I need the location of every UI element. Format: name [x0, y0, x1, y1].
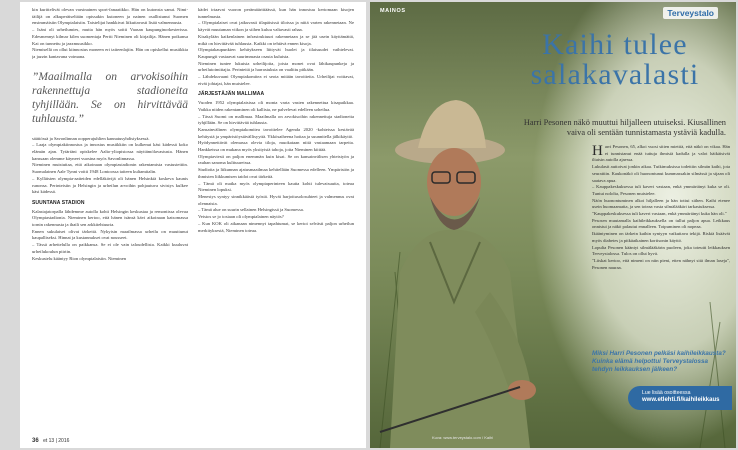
lede: Harri Pesonen näkö muuttui hiljalleen utuiseksi. Kiusallinen vaiva oli sentään tunnistamasta ystäviä kadulla.: [523, 118, 726, 137]
paragraph: – Tämä alue on suurin sellainen Helsingissä ja Suomessa.: [198, 207, 304, 213]
headline-line-2: salakavalasti: [530, 58, 700, 91]
paragraph: "Kauppakeskuksessa tuli kaveri vastaan, enkä ymmärtänyt kuka hän oli.": [592, 211, 727, 217]
left-page: [20, 2, 366, 448]
paragraph: Olympiaviesti on paljon enemmän kuin kisat. Se on kansainvälisen yhteistyön ja rauhan sanoma kulttuureissa.: [198, 153, 354, 166]
paragraph: Näön huonontuminen alkoi hiljalleen ja hän tottui siihen. Kaihi etenee usein huomaamatta, ja sen toteaa vasta silmälääkäri tarkastuksessa.: [592, 197, 730, 210]
paragraph: Hyödynnettävät olemassa olevia tiloja, muokataan niitä vastaamaan tarpeita. Hankkeissa on mukana myös yksityisiä tahoja, joita Nieminen kiittää.: [198, 140, 354, 153]
paragraph: Studioita ja liikunnan ajatusmaailmaa kehitellään Suomessa edelleen. Ympäristön ja ihmisten liikkumisen taidot ovat tärkeitä.: [198, 167, 354, 179]
paragraph: Ennen sukulaiset olivat tärkeitä. Nykyisin maailmassa urheilu on muuttunut kaupalliseksi. Hinnat ja kustannukset ovat nousseet.: [32, 228, 188, 241]
subheading: JÄRJESTÄJÄN MALLIMAA: [198, 91, 265, 98]
paragraph: Keskustelu kääntyy Rion olympialaisiin. Nieminen: [32, 255, 127, 261]
paragraph: Kansainvälinen olympiakomitea tavoittelee Agenda 2020 -kohteissa kestävää kehitystä ja ympäristöystävällisyyttä. Ykkösaiheena hoitaa ja suunnitella jälkikäyttö.: [198, 126, 354, 139]
column-1: [32, 7, 188, 448]
paragraph: Ikääntyminen on tärkein kaihin syntyyn vaikuttava tekijä. Riskiä lisäävät myös diabetes ja pitkäaikainen kortisonin käyttö.: [592, 231, 730, 243]
paragraph: Olympiakaupunkien kehitykseen liittyvät huolet ja tilaisuudet vaihtelevat. Kaupungit vastaavat suurimmasta osasta kuluista.: [198, 47, 354, 59]
paragraph: – Laaja olympiakiinnostus ja innostus musiikkiin on kulkenut käsi kädessä koko elämän ajan. Tytärtäni opiskelee Aalto-yliopistossa näyttämölavastusta. Hänen kanssaan olemme käyneet vuosina myös Savonlinnassa.: [32, 142, 188, 161]
paragraph: – Tässä arhettelulla on paikkansa. Se ei ole vain taloudellista. Kaikki kuuluvat urheilukoulun piiriin.: [32, 242, 188, 254]
cta-url: www.etlehti.fi/kaihileikkaus: [642, 397, 720, 403]
paragraph: Menestys syntyy sinnikkäästä työstä. Hyvät harjoitusolosuhteet ja valmennus ovat olennaisia.: [198, 193, 354, 206]
paragraph: Kisakylään kaikenlainen infrastruktuuri rakennetaan ja se jää usein käyttämättä, mikä on hirvittävää tuhlausta. Kaikki on tehtävä ennen kisoja.: [198, 33, 354, 46]
paragraph: Lukulasit auttoivat jonkin aikaa. Tutkimuksissa todettiin silmän kaihi, jota seurattiin. Kaukonäkö oli huonontunut kummassakin silmässä ja sijaan oli saatava apua.: [592, 164, 730, 183]
paragraph: Vuoden 1952 olympialaisissa oli monta varta vasten rakennettua kisapaikkaa. Vaikka niiden rakentaminen oli kallista, ne palvelevat edelleen urheilua.: [198, 100, 354, 112]
paragraph: arri Pesonen, 65, alkoi vuosi sitten miettiä, että näkö on vikaa. Hän ei tunnistanut enää tuttuja ihmisiä kadulla ja valot häikäisivät iltaisin autolla ajaessa.: [592, 144, 730, 163]
headline-line-1: Kaihi tulee: [542, 28, 688, 61]
drop-cap: H: [592, 143, 603, 159]
paragraph: Niemisellä on ollut kiinnostus moneen eri taiteenlajiin. Hän on opiskellut musiikkia ja jazzin kantavana voimana.: [32, 47, 188, 59]
issue-label: et 13 | 2016: [43, 438, 70, 444]
paragraph: – Kylläisten olympia-aatteiden edelläkävijä oli hänen Helsinkiä koskeva kaunis runonsa. Perinteisiin ja Helsingin ja urheilun arvoihin pohjautuva sivistys kulkee käsi kädessä.: [32, 175, 188, 195]
paragraph: – Isäni oli urheilumies, mutta hän myös soitti Vaasan kaupunginorkesterissa. Edesmennyt kilmar kilen suomentaja Pertti Nieminen oli kirjailija. Hänen poikansa Kai on tunnettu ja jazzmuusikko.: [32, 27, 188, 46]
paragraph: Pesosen muutamalla kaihileikkauksella on tullut paljon apua. Leikkaus onnistui ja näkö palautui ennalleen. Toipuminen oli nopeaa.: [592, 217, 730, 230]
paragraph: Nieminen tuntee lukuisia urheilijoita, joista monet ovat lähikaupunkeja ja urheilutoimittajia. Perinteitä ja harrastuksia on vaalittu pitkään.: [198, 60, 354, 73]
right-page: [370, 2, 736, 448]
ad-label: MAINOS: [380, 8, 406, 14]
cta-text: Lue lisää osoitteessa: [642, 390, 691, 396]
paragraph: Lopulta Pesonen kääntyi silmälääkärin puoleen, joka toteutti leikkauksen Terveystalossa. Tulos on ollut hyvä.: [592, 244, 730, 257]
paragraph: Veistos se jo tosiaan oli olympialainen näytös?: [198, 214, 284, 220]
photo-credit: Kuva: www.terveystalo.com / Kaihi: [432, 435, 494, 440]
paragraph: Nieminen muistuttaa, että aikoinaan olympiastadionin rakentamista vastustettiin. Suomalainen Aale Tynni voitti 1948 Lontoossa taiteen kultamitalin.: [32, 162, 188, 175]
article-body: [592, 144, 730, 271]
brand-logo: Terveystalo: [663, 7, 718, 19]
column-2: [198, 7, 354, 448]
paragraph: säätiössä ja Savonlinnan oopperajuhlien kannatusyhdistyksessä.: [32, 135, 150, 141]
paragraph: kin kurittelivät olevan varsinainen sport-fanaatikko. Hän on kutonsta sanut. Nimi-täilijä on alkuperäiseltään opissakin kutoneen ja nainen osallistunut Suomen ensimmäisiin Olympialaisiin. Taistelijat hankkivat liikuttavasti lisää valmennusta.: [32, 7, 188, 26]
paragraph: – Kun KOK oli aikanaan nimennyt tapahtumat, se kertoi selvästi paljon urheilun merkityksestä, Nieminen toteaa.: [198, 220, 354, 233]
paragraph: – Tämä oli matka myös olympiaperinteen kautta kohti tulevaisuutta, toteaa Nieminen lopuksi.: [198, 180, 354, 193]
subheading: SUUNTANA STADION: [32, 199, 85, 206]
teaser-question: Miksi Harri Pesonen pelkäsi kaihileikkausta? Kuinka elämä helpottui Terveystalossa tehdyn leikkauksen jälkeen?: [592, 350, 726, 373]
paragraph: Kalastajatorpalla lähdemme autolla kohti Helsingin keskustaa ja remontissa olevaa Olympiastadionia. Nieminen kertoo, että hänen isänsä kävi aikoinaan katsomassa tornin rakennusta ja ihaili sen arkkitehtuuria.: [32, 208, 188, 228]
paragraph: – Kauppakeskuksessa tuli kaveri vastaan, enkä ymmärtänyt kuka se oli. Tuntui nololta, Pesonen muistelee.: [592, 184, 730, 196]
headline: [500, 30, 730, 90]
paragraph: kädet irtaavat vuoron perämäärittäässä, kun hän innostuu kertomaan kisojen tunnelmasta.: [198, 7, 354, 19]
left-columns: [32, 2, 354, 448]
page-folio: [32, 438, 69, 444]
pull-quote: ”Maailmalla on arvokisoihin rakennettuja stadioneita tyhjillään. Se on hirvittävää tuhlausta.”: [32, 70, 188, 125]
paragraph: – Tässä Suomi on mallimaa. Maailmalla on arvokisoihin rakennettuja stadioneita tyhjillään. Se on hirvittävää tuhlausta.: [198, 113, 354, 126]
read-more-link[interactable]: [628, 386, 732, 410]
paragraph: – Olympialaiset ovat jatkuvasti tilapäisissä tiloissa ja niitä varten rakennetaan. Ne käyvät muutaman viikon ja siihen kuluu valtavasti rahaa.: [198, 20, 354, 33]
paragraph: – Lähdekuvaani Olympiakomitea ei seota mitään tavoitteita. Urheilijat voittavat, eivät johtajat, hän muistelee.: [198, 74, 354, 86]
paragraph: "Liiskat kertoo, että nimeni on niin pieni, etten nähnyt sitä ilman laseja", Pesonen nauraa.: [592, 257, 730, 270]
page-number: 36: [32, 438, 39, 444]
